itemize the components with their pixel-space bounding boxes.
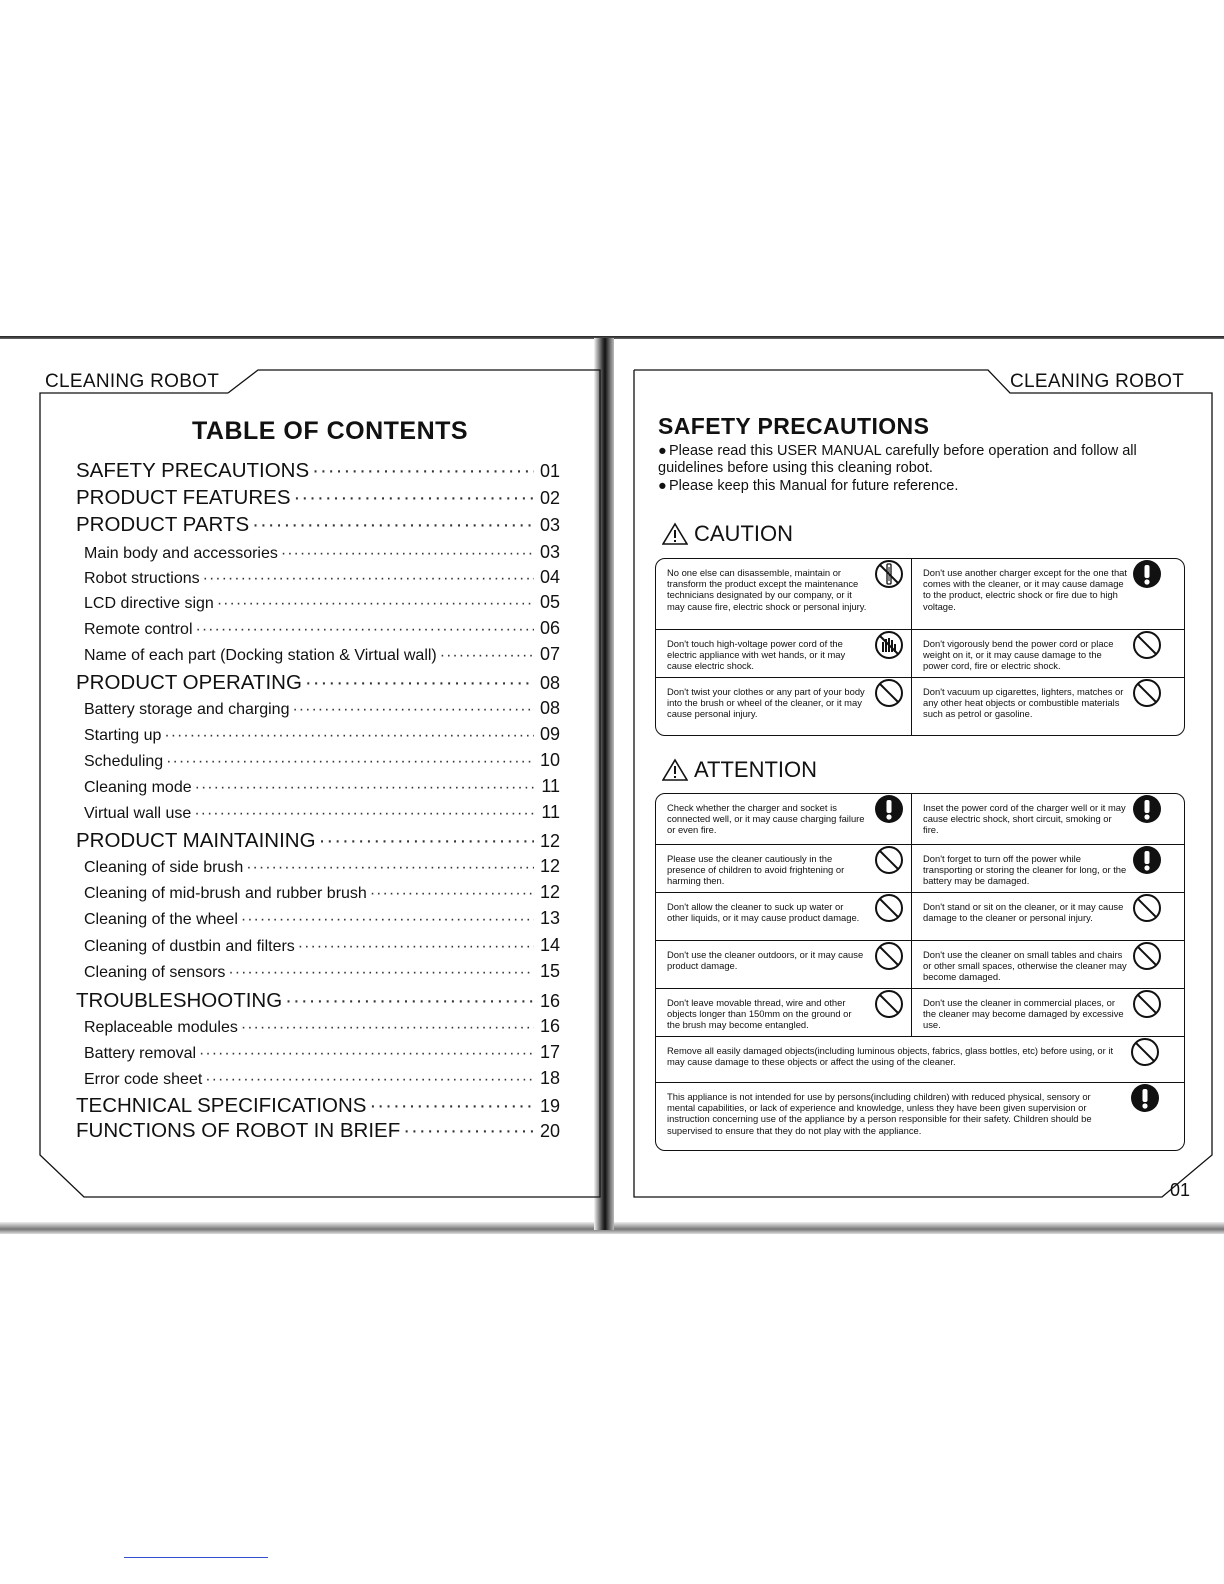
toc-entry-label: Main body and accessories <box>84 545 278 562</box>
toc-entry-label: Cleaning of dustbin and filters <box>84 938 295 955</box>
prohibition-icon <box>1132 941 1162 971</box>
toc-entry-label: FUNCTIONS OF ROBOT IN BRIEF <box>76 1119 401 1142</box>
toc-page-number: 07 <box>539 644 560 664</box>
bullet-icon: ● <box>658 443 667 459</box>
toc-entry-label: Cleaning mode <box>84 779 192 796</box>
intro-line-2: ● Please keep this Manual for future reference. <box>658 478 959 494</box>
prohibition-icon <box>874 893 904 923</box>
toc-section-entry <box>76 829 560 855</box>
safety-text: Don't forget to turn off the power while transporting or storing the cleaner for long, or the battery may be damaged. <box>923 853 1127 887</box>
toc-page-number: 06 <box>539 618 560 638</box>
toc-page-number: 09 <box>539 724 560 744</box>
prohibition-icon <box>874 941 904 971</box>
safety-cell <box>656 794 911 844</box>
toc-page-number: 20 <box>539 1121 560 1141</box>
toc-subsection-entry <box>84 750 560 776</box>
toc-page-number: 03 <box>539 542 560 562</box>
toc-page-number: 17 <box>539 1042 560 1062</box>
left-header: CLEANING ROBOT <box>45 371 220 392</box>
toc-page-number: 11 <box>541 776 560 796</box>
toc-section-entry <box>76 459 560 485</box>
toc-entry-label: SAFETY PRECAUTIONS <box>76 459 310 482</box>
toc-leader-dots <box>205 1071 534 1089</box>
safety-text: Don't stand or sit on the cleaner, or it may cause damage to the cleaner or personal injury. <box>923 901 1124 924</box>
safety-cell <box>656 941 911 989</box>
toc-subsection-entry <box>84 618 560 644</box>
caution-table <box>655 558 1185 736</box>
toc-subsection-entry <box>84 802 560 828</box>
toc-subsection-entry <box>84 856 560 882</box>
toc-leader-dots <box>228 964 534 982</box>
safety-cell <box>656 893 911 941</box>
prohibition-icon <box>1130 1037 1160 1067</box>
toc-subsection-entry <box>84 567 560 593</box>
safety-cell <box>912 630 1184 678</box>
toc-leader-dots <box>241 1019 534 1037</box>
toc-subsection-entry <box>84 644 560 670</box>
safety-cell <box>912 941 1184 989</box>
no-wet-hands-icon <box>874 630 904 660</box>
toc-page-number: 19 <box>539 1096 560 1116</box>
toc-entry-label: Cleaning of side brush <box>84 859 244 876</box>
safety-row <box>656 940 1184 989</box>
bullet-icon: ● <box>658 478 667 494</box>
safety-row-full <box>656 1082 1184 1151</box>
toc-section-entry <box>76 513 560 539</box>
toc-page-number: 02 <box>539 488 560 508</box>
safety-row <box>656 988 1184 1037</box>
toc-leader-dots <box>246 859 534 877</box>
toc-entry-label: Cleaning of mid-brush and rubber brush <box>84 885 367 902</box>
toc-entry-label: Starting up <box>84 727 162 744</box>
safety-cell <box>656 1083 1184 1151</box>
toc-entry-label: PRODUCT OPERATING <box>76 671 302 694</box>
toc-leader-dots <box>194 805 534 823</box>
toc-entry-label: Virtual wall use <box>84 805 192 822</box>
caution-heading: CAUTION <box>662 521 793 547</box>
toc-entry-label: PRODUCT MAINTAINING <box>76 829 316 852</box>
toc-page-number: 11 <box>541 802 560 822</box>
toc-page-number: 18 <box>539 1068 560 1088</box>
toc-subsection-entry <box>84 1068 560 1094</box>
safety-cell <box>912 794 1184 844</box>
toc-leader-dots <box>292 701 534 719</box>
toc-leader-dots <box>166 753 534 771</box>
right-page-safety <box>612 337 1224 1232</box>
toc-subsection-entry <box>84 961 560 987</box>
toc-leader-dots <box>294 486 534 510</box>
toc-page-number: 03 <box>539 515 560 535</box>
right-header: CLEANING ROBOT <box>1010 371 1185 392</box>
toc-entry-label: TROUBLESHOOTING <box>76 989 283 1012</box>
warning-triangle-icon <box>662 522 688 546</box>
safety-cell <box>656 845 911 893</box>
toc-page-number: 05 <box>539 592 560 612</box>
toc-page-number: 08 <box>539 698 560 718</box>
toc-subsection-entry <box>84 542 560 568</box>
safety-row <box>656 559 1184 629</box>
toc-leader-dots <box>319 829 534 853</box>
toc-section-entry <box>76 989 560 1015</box>
toc-section-entry <box>76 486 560 512</box>
toc-subsection-entry <box>84 935 560 961</box>
toc-entry-label: Battery storage and charging <box>84 701 290 718</box>
toc-leader-dots <box>196 621 535 639</box>
left-page-toc <box>0 337 604 1232</box>
safety-text: Don't leave movable thread, wire and other objects longer than 150mm on the ground or the brush may become entangled. <box>667 997 852 1031</box>
toc-page-number: 01 <box>539 461 560 481</box>
toc-leader-dots <box>241 911 534 929</box>
mandatory-icon <box>1132 794 1162 824</box>
toc-leader-dots <box>369 1094 534 1118</box>
warning-triangle-icon <box>662 758 688 782</box>
safety-row <box>656 844 1184 893</box>
mandatory-icon <box>1130 1083 1160 1113</box>
safety-text: Don't use the cleaner outdoors, or it may cause product damage. <box>667 949 864 972</box>
safety-cell <box>656 559 911 629</box>
toc-page-number: 12 <box>539 856 560 876</box>
toc-leader-dots <box>199 1045 534 1063</box>
toc-page-number: 12 <box>539 882 560 902</box>
safety-title: SAFETY PRECAUTIONS <box>658 413 930 439</box>
safety-cell <box>656 1037 1184 1083</box>
safety-row <box>656 629 1184 678</box>
toc-entry-label: LCD directive sign <box>84 595 214 612</box>
toc-leader-dots <box>298 938 534 956</box>
safety-cell <box>656 989 911 1037</box>
safety-text: This appliance is not intended for use by persons(including children) with reduced physical, sensory or mental capabilities, or lack of experience and knowledge, unless they have been given supervision or instruction concerning use of the appliance by a person responsible for their safety. Children should be supervised to ensure that they do not play with the appliance. <box>667 1091 1092 1136</box>
toc-section-entry <box>76 1119 560 1145</box>
toc-page-number: 13 <box>539 908 560 928</box>
toc-section-entry <box>76 671 560 697</box>
safety-row <box>656 892 1184 941</box>
safety-text: Remove all easily damaged objects(including luminous objects, fabrics, glass bottles, etc) before using, or it may cause damage to these objects or affect the using of the cleaner. <box>667 1045 1114 1068</box>
toc-title: TABLE OF CONTENTS <box>192 417 469 445</box>
safety-text: Don't use another charger except for the one that comes with the cleaner, or it may cause damage to the product, electric shock or fire due to high voltage. <box>923 567 1128 612</box>
safety-text: Please use the cleaner cautiously in the presence of children to avoid frightening or harming then. <box>667 853 845 887</box>
toc-leader-dots <box>285 989 534 1013</box>
toc-entry-label: PRODUCT PARTS <box>76 513 250 536</box>
safety-cell <box>912 678 1184 736</box>
toc-page-number: 16 <box>539 1016 560 1036</box>
no-disassemble-icon <box>874 559 904 589</box>
toc-subsection-entry <box>84 592 560 618</box>
toc-subsection-entry <box>84 908 560 934</box>
toc-leader-dots <box>305 671 534 695</box>
toc-leader-dots <box>217 595 534 613</box>
prohibition-icon <box>874 678 904 708</box>
safety-text: Don't use the cleaner on small tables and chairs or other small spaces, otherwise the cleaner may become damaged. <box>923 949 1127 983</box>
toc-leader-dots <box>370 885 534 903</box>
toc-leader-dots <box>281 545 534 563</box>
toc-page-number: 10 <box>539 750 560 770</box>
toc-page-number: 14 <box>539 935 560 955</box>
toc-leader-dots <box>195 779 534 797</box>
safety-text: Inset the power cord of the charger well or it may cause electric shock, short circuit, smoking or fire. <box>923 802 1126 836</box>
toc-page-number: 04 <box>539 567 560 587</box>
toc-leader-dots <box>252 513 534 537</box>
safety-text: Don't vacuum up cigarettes, lighters, matches or any other heat objects or combustible materials such as petrol or gasoline. <box>923 686 1124 720</box>
mandatory-icon <box>1132 559 1162 589</box>
toc-entry-label: Error code sheet <box>84 1071 203 1088</box>
toc-page-number: 08 <box>539 673 560 693</box>
toc-page-number: 12 <box>539 831 560 851</box>
toc-subsection-entry <box>84 882 560 908</box>
attention-table <box>655 793 1185 1151</box>
toc-entry-label: TECHNICAL SPECIFICATIONS <box>76 1094 367 1117</box>
toc-entry-label: Battery removal <box>84 1045 197 1062</box>
toc-page-number: 15 <box>539 961 560 981</box>
intro-line-1: ● Please read this USER MANUAL carefully before operation and follow all guidelines before using this cleaning robot. <box>658 443 1137 476</box>
safety-cell <box>656 678 911 736</box>
safety-text: Don't allow the cleaner to suck up water or other liquids, or it may cause product damage. <box>667 901 860 924</box>
prohibition-icon <box>874 989 904 1019</box>
safety-row <box>656 677 1184 736</box>
toc-leader-dots <box>440 647 534 665</box>
scan-artifact-line <box>124 1557 268 1558</box>
safety-text: No one else can disassemble, maintain or transform the product except the maintenance technicians designated by our company, or it may cause fire, electric shock or personal injury. <box>667 567 867 612</box>
safety-text: Don't touch high-voltage power cord of the electric appliance with wet hands, or it may cause electric shock. <box>667 638 846 672</box>
toc-entry-label: PRODUCT FEATURES <box>76 486 291 509</box>
safety-cell <box>912 893 1184 941</box>
toc-leader-dots <box>164 727 534 745</box>
toc-entry-label: Scheduling <box>84 753 164 770</box>
prohibition-icon <box>1132 989 1162 1019</box>
prohibition-icon <box>874 845 904 875</box>
toc-subsection-entry <box>84 698 560 724</box>
toc-subsection-entry <box>84 724 560 750</box>
safety-row-full <box>656 1036 1184 1083</box>
toc-entry-label: Cleaning of the wheel <box>84 911 238 928</box>
toc-subsection-entry <box>84 1042 560 1068</box>
safety-text: Don't vigorously bend the power cord or place weight on it, or it may cause damage to the power cord, fire or electric shock. <box>923 638 1114 672</box>
toc-entry-label: Robot structions <box>84 570 200 587</box>
toc-entry-label: Name of each part (Docking station & Virtual wall) <box>84 647 437 664</box>
toc-entry-label: Cleaning of sensors <box>84 964 226 981</box>
toc-subsection-entry <box>84 776 560 802</box>
safety-row <box>656 794 1184 844</box>
safety-cell <box>656 630 911 678</box>
page-number: 01 <box>1170 1180 1191 1200</box>
toc-page-number: 16 <box>539 991 560 1011</box>
safety-text: Don't twist your clothes or any part of your body into the brush or wheel of the cleaner, or it may cause personal injury. <box>667 686 865 720</box>
mandatory-icon <box>1132 845 1162 875</box>
toc-entry-label: Replaceable modules <box>84 1019 238 1036</box>
toc-leader-dots <box>312 459 534 483</box>
toc-subsection-entry <box>84 1016 560 1042</box>
safety-text: Check whether the charger and socket is connected well, or it may cause charging failure or even fire. <box>667 802 865 836</box>
mandatory-icon <box>874 794 904 824</box>
prohibition-icon <box>1132 678 1162 708</box>
toc-leader-dots <box>203 570 534 588</box>
safety-cell <box>912 845 1184 893</box>
toc-entry-label: Remote control <box>84 621 193 638</box>
prohibition-icon <box>1132 630 1162 660</box>
prohibition-icon <box>1132 893 1162 923</box>
toc-leader-dots <box>403 1119 534 1143</box>
safety-text: Don't use the cleaner in commercial places, or the cleaner may become damaged by excessive use. <box>923 997 1124 1031</box>
safety-cell <box>912 559 1184 629</box>
safety-cell <box>912 989 1184 1037</box>
attention-heading: ATTENTION <box>662 757 817 783</box>
toc-section-entry <box>76 1094 560 1120</box>
